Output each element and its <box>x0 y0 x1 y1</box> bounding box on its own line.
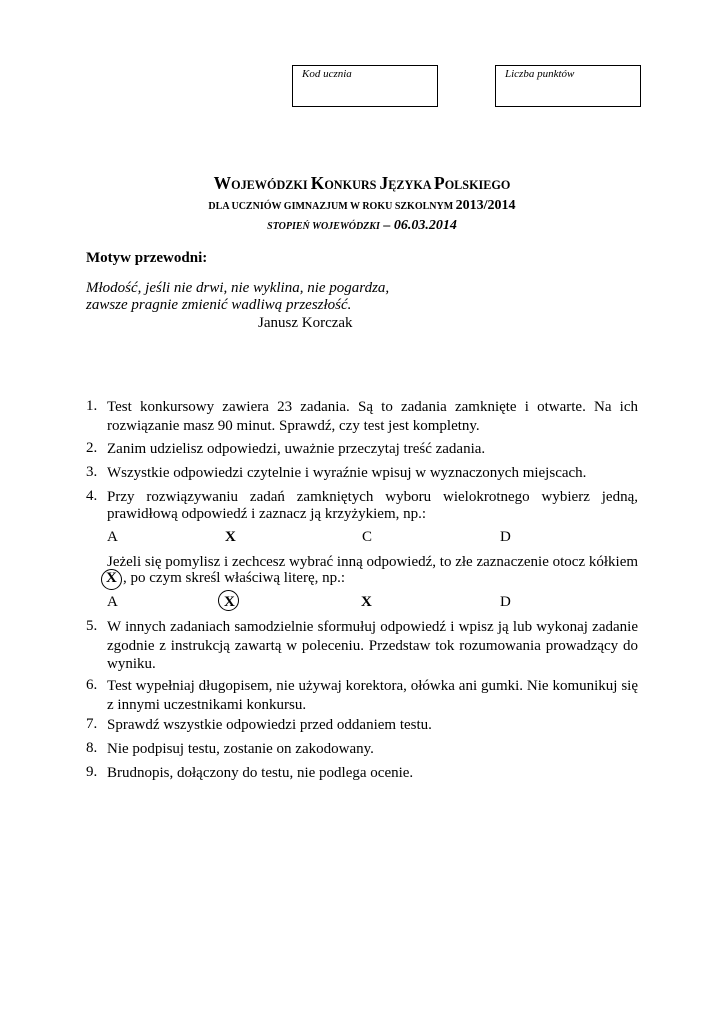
contest-title: WOJEWÓDZKI KONKURS JĘZYKA POLSKIEGO <box>213 173 511 193</box>
instruction-text: Brudnopis, dołączony do testu, nie podlega ocenie. <box>107 765 414 781</box>
example2-option-d: D <box>500 594 511 610</box>
example2-circled-option-b: X <box>224 594 235 610</box>
motto-line-1: Młodość, jeśli nie drwi, nie wyklina, nie pogardza, <box>86 280 390 296</box>
instruction-number: 4. <box>86 488 98 504</box>
circled-mark-letter: X <box>106 570 117 586</box>
instruction-text: Zanim udzielisz odpowiedzi, uważnie przeczytaj treść zadania. <box>107 441 486 457</box>
instruction-number: 1. <box>86 398 98 414</box>
points-box[interactable] <box>495 65 641 107</box>
instruction-number: 9. <box>86 764 98 780</box>
points-label: Liczba punktów <box>505 68 575 80</box>
motto-author: Janusz Korczak <box>258 315 353 331</box>
contest-stage-date: STOPIEŃ WOJEWÓDZKI – 06.03.2014 <box>267 218 457 233</box>
instruction-number: 3. <box>86 464 98 480</box>
instruction-text: Test konkursowy zawiera 23 zadania. Są to zadania zamknięte i otwarte. Na ich rozwiązanie masz 90 minut. Sprawdź, czy test jest kompletny. <box>107 399 638 434</box>
instruction-text: W innych zadaniach samodzielnie sformułuj odpowiedź i wpisz ją lub wykonaj zadanie zgodnie z instrukcją zawartą w poleceniu. Przedstaw tok rozumowania prowadzący do wyniku. <box>107 619 638 672</box>
instruction-number: 5. <box>86 618 98 634</box>
instruction-text: Nie podpisuj testu, zostanie on zakodowany. <box>107 741 374 757</box>
student-code-box[interactable] <box>292 65 438 107</box>
instruction-number: 6. <box>86 677 98 693</box>
instruction-text-line-1: Przy rozwiązywaniu zadań zamkniętych wyboru wielokrotnego wybierz jedną, <box>107 489 638 505</box>
instruction-text: Wszystkie odpowiedzi czytelnie i wyraźnie wpisuj w wyznaczonych miejscach. <box>107 465 587 481</box>
instruction-number: 7. <box>86 716 98 732</box>
instruction-text-line-2: prawidłową odpowiedź i zaznacz ją krzyżykiem, np.: <box>107 506 427 522</box>
student-code-label: Kod ucznia <box>302 68 352 80</box>
example2-option-a: A <box>107 594 118 610</box>
instruction-number: 8. <box>86 740 98 756</box>
instruction-text: Test wypełniaj długopisem, nie używaj korektora, ołówka ani gumki. Nie komunikuj się z innymi uczestnikami konkursu. <box>107 678 638 713</box>
example2-crossed-option-c: X <box>361 594 372 610</box>
contest-subtitle: DLA UCZNIÓW GIMNAZJUM W ROKU SZKOLNYM 2013/2014 <box>208 198 516 213</box>
motto-line-2: zawsze pragnie zmienić wadliwą przeszłość. <box>86 297 352 313</box>
correction-text-line-1: Jeżeli się pomylisz i zechcesz wybrać inną odpowiedź, to złe zaznaczenie otocz kółkiem <box>107 554 639 570</box>
example-option-c: C <box>362 529 373 545</box>
instruction-number: 2. <box>86 440 98 456</box>
example-option-a: A <box>107 529 118 545</box>
example-crossed-option-b: X <box>225 529 236 545</box>
instruction-text: Sprawdź wszystkie odpowiedzi przed oddaniem testu. <box>107 717 432 733</box>
motto-heading: Motyw przewodni: <box>86 250 208 266</box>
example-option-d: D <box>500 529 511 545</box>
correction-text-line-2: , po czym skreśl właściwą literę, np.: <box>123 570 346 586</box>
